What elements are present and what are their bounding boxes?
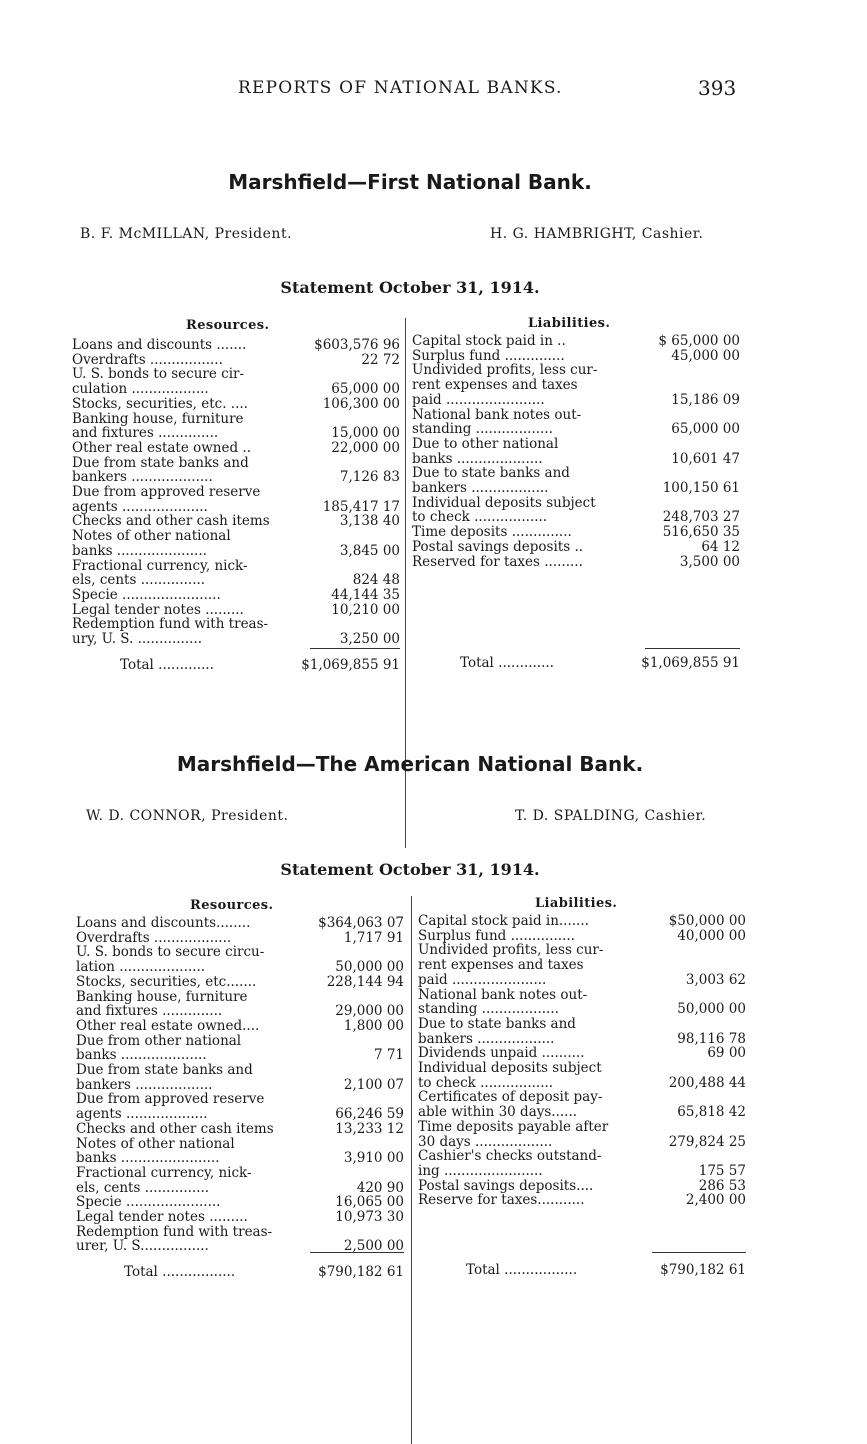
line-item-label: Legal tender notes .........	[76, 1209, 248, 1226]
line-item	[412, 525, 740, 540]
line-item-label: Loans and discounts .......	[72, 337, 247, 353]
liabilities-list	[412, 334, 740, 569]
line-item	[418, 1061, 746, 1090]
line-item	[72, 397, 400, 412]
line-item-label: Undivided profits, less cur- rent expenses and taxes paid ......................	[418, 942, 604, 988]
line-item	[418, 1120, 746, 1149]
line-item	[412, 540, 740, 555]
line-item-amount: 50,000 00	[677, 1001, 746, 1018]
line-item-amount: 420 90	[356, 1179, 404, 1196]
cashier: T. D. SPALDING, Cashier.	[515, 808, 707, 824]
line-item	[72, 617, 400, 646]
line-item-amount: 2,100 07	[343, 1076, 404, 1093]
statement-date: Statement October 31, 1914.	[280, 860, 540, 879]
line-item-amount: 516,650 35	[662, 524, 740, 541]
line-item-label: Notes of other national banks .....................	[72, 528, 231, 559]
line-item-amount: 2,500 00	[343, 1238, 404, 1255]
line-item-label: Due from state banks and bankers ..................	[76, 1062, 253, 1093]
president: B. F. McMILLAN, President.	[80, 226, 293, 242]
line-item-label: Individual deposits subject to check .................	[418, 1060, 602, 1091]
line-item	[412, 555, 740, 570]
line-item-label: Individual deposits subject to check .................	[412, 494, 596, 526]
line-item-label: Surplus fund ...............	[418, 927, 575, 944]
line-item	[76, 1019, 404, 1034]
line-item	[76, 1166, 404, 1195]
resources-list	[76, 916, 404, 1254]
liabilities-total-rule	[652, 1252, 746, 1253]
line-item	[418, 929, 746, 944]
line-item-amount: 7,126 83	[339, 469, 400, 486]
line-item-amount: 16,065 00	[335, 1194, 404, 1211]
line-item-label: Due to other national banks ....................	[412, 435, 559, 467]
line-item-label: Banking house, furniture and fixtures ..............	[76, 988, 248, 1020]
line-item-amount: 65,000 00	[671, 421, 740, 438]
line-item-label: Reserved for taxes .........	[412, 553, 583, 570]
line-item-amount: 3,003 62	[685, 971, 746, 988]
line-item-amount: 2,400 00	[685, 1192, 746, 1209]
line-item	[412, 408, 740, 437]
line-item-amount: 29,000 00	[335, 1003, 404, 1020]
line-item-amount: 185,417 17	[322, 498, 400, 515]
resources-total-row	[76, 1264, 404, 1280]
line-item-amount: 3,500 00	[679, 553, 740, 570]
line-item	[76, 1137, 404, 1166]
line-item-amount: 13,233 12	[335, 1120, 404, 1137]
line-item	[72, 485, 400, 514]
line-item-amount: 3,845 00	[339, 542, 400, 559]
resources-total-rule	[310, 1252, 404, 1253]
line-item-label: Cashier's checks outstand- ing .......................	[418, 1148, 602, 1179]
line-item	[76, 1092, 404, 1121]
line-item-amount: 50,000 00	[335, 959, 404, 976]
line-item-amount: $364,063 07	[318, 915, 404, 931]
line-item	[72, 514, 400, 529]
line-item	[418, 943, 746, 987]
liabilities-total-row	[412, 655, 740, 671]
resources-total-rule	[310, 648, 400, 649]
line-item-label: Redemption fund with treas- ury, U. S. ...............	[72, 616, 269, 648]
line-item	[72, 588, 400, 603]
line-item	[76, 1210, 404, 1225]
line-item-amount: 64 12	[701, 538, 740, 555]
line-item-label: Due to state banks and bankers ..................	[418, 1015, 576, 1047]
total-amount: $1,069,855 91	[301, 657, 400, 673]
liabilities-heading: Liabilities.	[528, 316, 611, 331]
line-item-label: Stocks, securities, etc.......	[76, 973, 257, 990]
line-item-label: Stocks, securities, etc. ....	[72, 395, 248, 412]
line-item	[72, 456, 400, 485]
line-item-amount: 10,210 00	[331, 601, 400, 618]
line-item-label: Time deposits ..............	[412, 524, 572, 541]
line-item-amount: 1,800 00	[343, 1017, 404, 1034]
line-item	[412, 334, 740, 349]
running-head	[0, 78, 867, 108]
line-item-amount: 45,000 00	[671, 347, 740, 364]
line-item-label: Notes of other national banks .......................	[76, 1135, 235, 1167]
bank-title: Marshfield—The American National Bank.	[176, 752, 644, 776]
line-item-label: Surplus fund ..............	[412, 347, 565, 364]
line-item-label: Due from approved reserve agents ....................	[72, 484, 261, 515]
line-item-label: Due to state banks and bankers ..................	[412, 465, 570, 497]
bank-title: Marshfield—First National Bank.	[228, 170, 592, 194]
line-item-amount: 1,717 91	[343, 929, 404, 946]
line-item	[76, 945, 404, 974]
line-item-amount: 22 72	[361, 351, 400, 368]
line-item-label: Capital stock paid in.......	[418, 913, 589, 929]
line-item-amount: 10,601 47	[671, 450, 740, 467]
line-item	[76, 1063, 404, 1092]
line-item-amount: 248,703 27	[662, 509, 740, 526]
president: W. D. CONNOR, President.	[86, 808, 289, 824]
line-item-amount: 106,300 00	[322, 395, 400, 412]
line-item-amount: 15,186 09	[671, 391, 740, 408]
line-item	[418, 988, 746, 1017]
line-item-amount: 175 57	[698, 1162, 746, 1179]
line-item-label: Fractional currency, nick- els, cents ...............	[72, 557, 248, 589]
line-item	[76, 1195, 404, 1210]
line-item-label: U. S. bonds to secure cir- culation ..................	[72, 366, 245, 398]
line-item-amount: 228,144 94	[326, 973, 404, 990]
line-item-amount: 7 71	[373, 1047, 404, 1064]
line-item-amount: 65,818 42	[677, 1104, 746, 1121]
running-head-title: REPORTS OF NATIONAL BANKS.	[238, 78, 563, 98]
line-item-label: Due from state banks and bankers ...................	[72, 454, 249, 486]
line-item	[418, 1149, 746, 1178]
line-item	[412, 349, 740, 364]
total-amount: $1,069,855 91	[641, 655, 740, 671]
line-item-label: Loans and discounts........	[76, 915, 251, 931]
liabilities-heading: Liabilities.	[535, 896, 618, 911]
liabilities-total-rule	[645, 648, 740, 649]
line-item-label: Checks and other cash items	[76, 1120, 274, 1137]
line-item-amount: 3,910 00	[343, 1150, 404, 1167]
line-item-label: Reserve for taxes...........	[418, 1192, 585, 1209]
total-amount: $790,182 61	[660, 1262, 746, 1278]
resources-heading: Resources.	[186, 318, 270, 333]
line-item-label: Other real estate owned....	[76, 1017, 260, 1034]
line-item-amount: 100,150 61	[662, 480, 740, 497]
line-item-label: Due from approved reserve agents ...................	[76, 1091, 265, 1123]
line-item	[412, 363, 740, 407]
line-item-label: Dividends unpaid ..........	[418, 1045, 585, 1062]
line-item-label: Postal savings deposits ..	[412, 538, 584, 555]
line-item-label: Other real estate owned ..	[72, 439, 252, 456]
line-item	[418, 914, 746, 929]
total-label: Total .............	[460, 655, 554, 671]
line-item	[76, 931, 404, 946]
line-item	[72, 441, 400, 456]
line-item	[76, 975, 404, 990]
line-item-amount: 22,000 00	[331, 439, 400, 456]
total-label: Total .................	[466, 1262, 578, 1278]
line-item-label: Capital stock paid in ..	[412, 333, 566, 349]
line-item-label: National bank notes out- standing ..................	[418, 986, 588, 1018]
line-item	[76, 1122, 404, 1137]
liabilities-total-row	[418, 1262, 746, 1278]
line-item-amount: $50,000 00	[668, 913, 746, 929]
line-item-amount: $603,576 96	[314, 337, 400, 353]
line-item	[72, 603, 400, 618]
line-item	[72, 559, 400, 588]
resources-heading: Resources.	[190, 898, 274, 913]
line-item	[72, 412, 400, 441]
line-item-label: Redemption fund with treas- urer, U. S................	[76, 1223, 273, 1255]
line-item-label: Banking house, furniture and fixtures ..............	[72, 410, 244, 442]
line-item-label: Overdrafts ..................	[76, 929, 232, 946]
line-item-amount: 40,000 00	[677, 927, 746, 944]
line-item-amount: 44,144 35	[331, 586, 400, 603]
line-item-amount: 3,250 00	[339, 631, 400, 648]
line-item-amount: 15,000 00	[331, 425, 400, 442]
line-item	[418, 1193, 746, 1208]
line-item	[412, 466, 740, 495]
line-item-amount: 69 00	[707, 1045, 746, 1062]
total-label: Total .............	[120, 657, 214, 673]
line-item	[76, 1225, 404, 1254]
line-item	[72, 367, 400, 396]
line-item	[72, 353, 400, 368]
line-item-label: Fractional currency, nick- els, cents ...............	[76, 1164, 252, 1196]
line-item-amount: 200,488 44	[668, 1074, 746, 1091]
line-item-amount: 66,246 59	[335, 1106, 404, 1123]
line-item	[412, 496, 740, 525]
line-item-amount: 10,973 30	[335, 1209, 404, 1226]
line-item	[76, 1034, 404, 1063]
cashier: H. G. HAMBRIGHT, Cashier.	[490, 226, 704, 242]
line-item	[418, 1179, 746, 1194]
line-item	[72, 338, 400, 353]
line-item-label: Specie .......................	[72, 586, 221, 603]
line-item-label: U. S. bonds to secure circu- lation ....................	[76, 944, 265, 976]
line-item-label: Postal savings deposits....	[418, 1177, 594, 1194]
line-item-label: Legal tender notes .........	[72, 601, 244, 618]
line-item-label: Checks and other cash items	[72, 513, 270, 530]
line-item-amount: 98,116 78	[677, 1030, 746, 1047]
line-item-label: National bank notes out- standing ..................	[412, 406, 582, 438]
line-item	[72, 529, 400, 558]
resources-total-row	[72, 657, 400, 673]
line-item	[76, 990, 404, 1019]
line-item	[418, 1046, 746, 1061]
line-item-label: Specie ......................	[76, 1194, 221, 1211]
line-item-amount: $ 65,000 00	[658, 333, 740, 349]
line-item-label: Certificates of deposit pay- able within 30 days......	[418, 1089, 603, 1121]
page-number: 393	[698, 76, 737, 100]
column-divider	[411, 896, 412, 1444]
line-item-label: Overdrafts .................	[72, 351, 223, 368]
resources-list	[72, 338, 400, 647]
line-item-amount: 65,000 00	[331, 381, 400, 398]
line-item-label: Undivided profits, less cur- rent expenses and taxes paid .......................	[412, 362, 598, 408]
line-item-label: Due from other national banks ....................	[76, 1032, 242, 1064]
total-amount: $790,182 61	[318, 1264, 404, 1280]
statement-date: Statement October 31, 1914.	[280, 278, 540, 297]
line-item-label: Time deposits payable after 30 days ..................	[418, 1118, 609, 1150]
line-item-amount: 286 53	[698, 1177, 746, 1194]
line-item-amount: 3,138 40	[339, 513, 400, 530]
line-item	[76, 916, 404, 931]
line-item	[418, 1017, 746, 1046]
line-item-amount: 824 48	[352, 572, 400, 589]
line-item	[418, 1090, 746, 1119]
line-item-amount: 279,824 25	[668, 1133, 746, 1150]
line-item	[412, 437, 740, 466]
liabilities-list	[418, 914, 746, 1208]
total-label: Total .................	[124, 1264, 236, 1280]
